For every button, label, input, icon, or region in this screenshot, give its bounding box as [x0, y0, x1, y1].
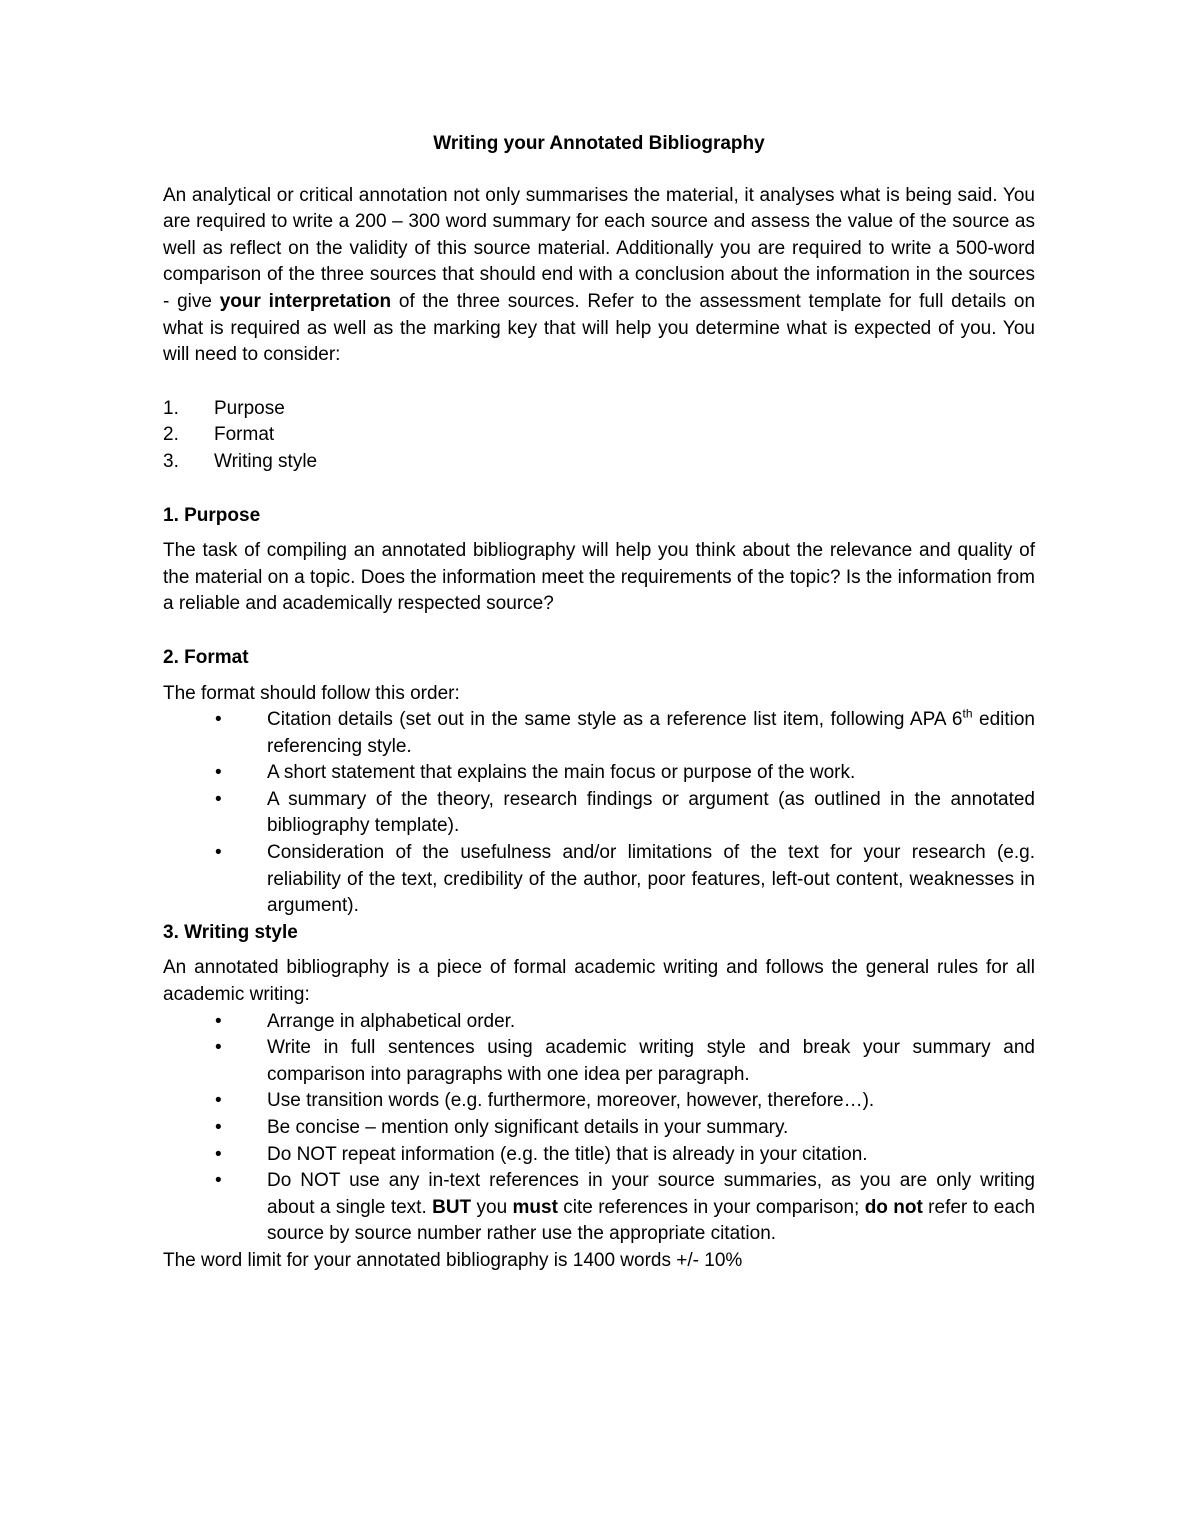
- writing-bullet-no-repeat: [163, 1142, 1035, 1169]
- writing-bullet-transition-words: [163, 1088, 1035, 1115]
- format-bullet-text-cont: edition referencing style.: [267, 709, 1035, 757]
- writing-style-heading: 3. Writing style: [163, 921, 298, 943]
- document-content: [163, 131, 1035, 1275]
- format-bullet-text: A short statement that explains the main focus or purpose of the work.: [267, 762, 856, 784]
- overview-item-purpose: [163, 396, 1035, 423]
- superscript-th: th: [962, 706, 973, 721]
- bullet-icon: •: [215, 1010, 222, 1032]
- bullet-icon: •: [215, 842, 222, 864]
- format-bullet-list: [163, 707, 1035, 920]
- overview-label: Writing style: [214, 450, 318, 472]
- writing-bullet-text: Arrange in alphabetical order.: [267, 1010, 516, 1032]
- writing-bullet-text: Do NOT repeat information (e.g. the title) that is already in your citation.: [267, 1143, 868, 1165]
- overview-number: 2.: [163, 424, 179, 446]
- writing-bullet-text: Write in full sentences using academic writing style and break your summary and comparison into paragraphs with one idea per paragraph.: [267, 1037, 1035, 1085]
- format-lead: The format should follow this order:: [163, 682, 460, 704]
- intro-text-part-2: of the three sources. Refer to the assessment template for full details on what is required as well as the marking key that will help you determine what is expected of you. You will need to consider:: [163, 290, 1036, 366]
- writing-bullet-text: Be concise – mention only significant details in your summary.: [267, 1117, 789, 1138]
- bullet-icon: •: [215, 788, 222, 810]
- bullet-icon: •: [215, 1117, 222, 1138]
- intro-paragraph: [163, 183, 1035, 369]
- writing-style-lead: An annotated bibliography is a piece of formal academic writing and follows the general rules for all academic writing:: [163, 957, 1035, 1006]
- writing-style-bullet-list: [163, 1009, 1035, 1248]
- writing-bullet-text: you: [471, 1196, 513, 1218]
- purpose-paragraph: The task of compiling an annotated bibliography will help you think about the relevance and quality of the material on a topic. Does the information meet the requirements of the topic? Is the information from a reliable and academically respected source?: [163, 540, 1035, 615]
- writing-bullet-alphabetical: [163, 1009, 1035, 1036]
- word-limit-statement: The word limit for your annotated bibliography is 1400 words +/- 10%: [163, 1249, 743, 1271]
- overview-list: [163, 396, 1035, 476]
- writing-bullet-text: Use transition words (e.g. furthermore, moreover, however, therefore…).: [267, 1090, 875, 1112]
- format-bullet-citation: [163, 707, 1035, 760]
- format-bullet-text: Consideration of the usefulness and/or limitations of the text for your research (e.g. reliability of the text, credibility of the author, poor features, left-out content, weaknesses in argument).: [267, 842, 1035, 917]
- format-bullet-summary: [163, 787, 1035, 840]
- bullet-icon: •: [215, 709, 222, 731]
- bullet-icon: •: [215, 1143, 222, 1165]
- overview-label: Purpose: [214, 397, 285, 419]
- writing-bullet-text: Do NOT use any in-text references in your source summaries, as you are only writing about a single text.: [267, 1170, 1035, 1218]
- bullet-icon: •: [215, 762, 222, 784]
- overview-number: 1.: [163, 397, 179, 419]
- writing-bullet-text: refer to each source by source number rather use the appropriate citation.: [267, 1196, 1036, 1245]
- purpose-heading: 1. Purpose: [163, 504, 261, 526]
- format-bullet-text: A summary of the theory, research findings or argument (as outlined in the annotated bibliography template).: [267, 788, 1035, 837]
- overview-item-format: [163, 422, 1035, 449]
- bold-must: must: [512, 1196, 558, 1218]
- bold-but: BUT: [432, 1196, 472, 1218]
- bullet-icon: •: [215, 1037, 222, 1059]
- intro-text-part-1: An analytical or critical annotation not only summarises the material, it analyses what is being said. You are required to write a 200 – 300 word summary for each source and assess the value of the source as well as reflect on the validity of this source material. Additionally you are required to write a 500-word comparison of the three sources that should end with a conclusion about the information in the sources - give: [163, 184, 1035, 312]
- writing-bullet-concise: [163, 1115, 1035, 1142]
- format-bullet-text: Citation details (set out in the same style as a reference list item, following APA 6: [267, 709, 963, 731]
- writing-bullet-no-in-text-references: [163, 1168, 1035, 1248]
- format-bullet-statement: [163, 760, 1035, 787]
- bullet-icon: •: [215, 1090, 222, 1112]
- overview-item-writing-style: [163, 449, 1035, 476]
- overview-number: 3.: [163, 450, 179, 472]
- bullet-icon: •: [215, 1170, 222, 1192]
- writing-bullet-full-sentences: [163, 1035, 1035, 1088]
- bold-do-not: do not: [864, 1196, 923, 1218]
- writing-bullet-text: cite references in your comparison;: [557, 1196, 865, 1218]
- format-heading: 2. Format: [163, 646, 249, 668]
- intro-bold-phrase: your interpretation: [219, 290, 392, 312]
- document-title: Writing your Annotated Bibliography: [433, 133, 765, 154]
- overview-label: Format: [214, 424, 275, 446]
- format-bullet-consideration: [163, 840, 1035, 920]
